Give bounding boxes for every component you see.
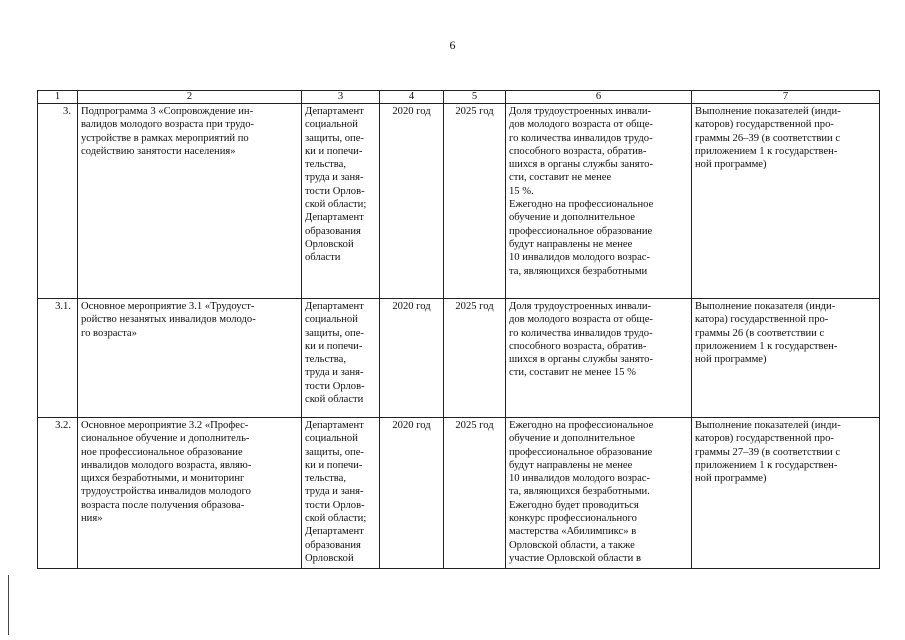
row-link: Выполнение показателей (инди- каторов) государственной про- граммы 26–39 (в соответствии с приложением 1 к государствен- ной программе) [692,104,880,299]
margin-line [8,575,9,635]
row-start-year: 2020 год [380,299,444,418]
header-cell: 1 [38,91,78,104]
row-link: Выполнение показателя (инди- катора) государственной про- граммы 26 (в соответствии с приложением 1 к государствен- ной программе) [692,299,880,418]
header-cell: 3 [302,91,380,104]
row-number: 3. [38,104,78,299]
row-executor: Департамент социальной защиты, опе- ки и попечи- тельства, труда и заня- тости Орлов- ской области; Департамент образования Орловской [302,418,380,569]
table-row [38,418,880,569]
row-name: Основное мероприятие 3.2 «Профес- сиональное обучение и дополнитель- ное профессиональное образование инвалидов молодого возраста, являю- щихся безработными, и мониторинг трудоустройства инвалидов молодого возраста после получения образова- ния» [78,418,302,569]
row-start-year: 2020 год [380,418,444,569]
table-row [38,104,880,299]
header-cell: 5 [444,91,506,104]
header-cell: 2 [78,91,302,104]
page-number: 6 [449,38,456,52]
row-start-year: 2020 год [380,104,444,299]
program-table [37,90,880,569]
row-end-year: 2025 год [444,418,506,569]
table-row [38,299,880,418]
row-name: Основное мероприятие 3.1 «Трудоуст- ройство незанятых инвалидов молодо- го возраста» [78,299,302,418]
row-executor: Департамент социальной защиты, опе- ки и попечи- тельства, труда и заня- тости Орлов- ской области [302,299,380,418]
row-number: 3.2. [38,418,78,569]
row-end-year: 2025 год [444,104,506,299]
row-result: Доля трудоустроенных инвали- дов молодого возраста от обще- го количества инвалидов трудо- способного возраста, обратив- шихся в органы службы занято- сти, составит не менее 15 %. Ежегодно на профессиональное обучение и дополнительное профессиональное образование будут направлены не менее 10 инвалидов молодого возрас- та, являющихся безработными [506,104,692,299]
row-result: Доля трудоустроенных инвали- дов молодого возраста от обще- го количества инвалидов трудо- способного возраста, обратив- шихся в органы службы занято- сти, составит не менее 15 % [506,299,692,418]
row-executor: Департамент социальной защиты, опе- ки и попечи- тельства, труда и заня- тости Орлов- ской области; Департамент образования Орловской области [302,104,380,299]
row-link: Выполнение показателей (инди- каторов) государственной про- граммы 27–39 (в соответствии с приложением 1 к государствен- ной программе) [692,418,880,569]
table-header-row [38,91,880,104]
header-cell: 6 [506,91,692,104]
row-end-year: 2025 год [444,299,506,418]
row-result: Ежегодно на профессиональное обучение и дополнительное профессиональное образование будут направлены не менее 10 инвалидов молодого возрас- та, являющихся безработными. Ежегодно будет проводиться конкурс профессионального мастерства «Абилимпикс» в Орловской области, а также участие Орловской области в [506,418,692,569]
row-number: 3.1. [38,299,78,418]
header-cell: 7 [692,91,880,104]
row-name: Подпрограмма 3 «Сопровождение ин- валидов молодого возраста при трудо- устройстве в рамках мероприятий по содействию занятости населения» [78,104,302,299]
header-cell: 4 [380,91,444,104]
